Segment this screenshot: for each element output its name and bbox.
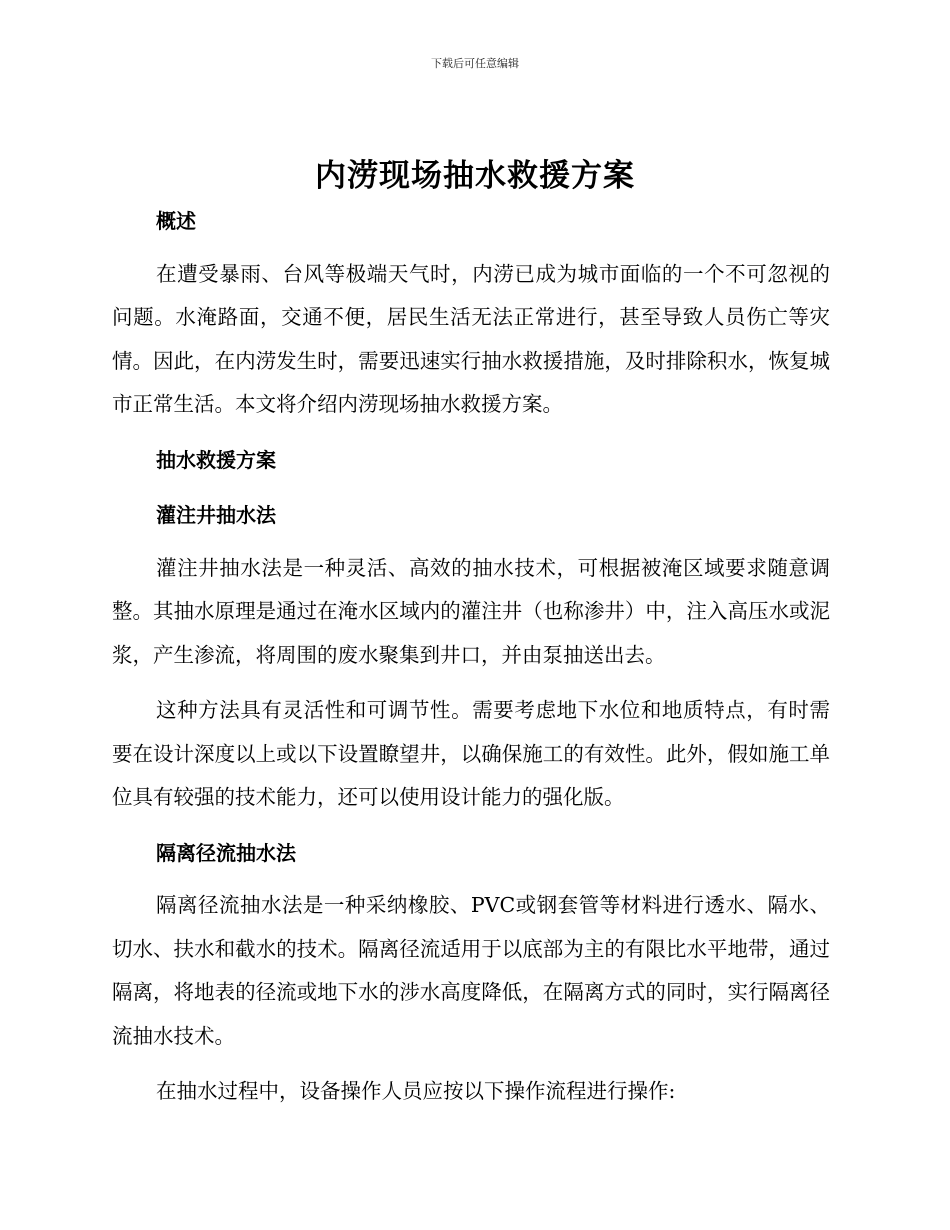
- page-header: 下载后可任意编辑: [431, 57, 519, 70]
- paragraph-method2-2: 在抽水过程中，设备操作人员应按以下操作流程进行操作:: [156, 1079, 676, 1103]
- paragraph-method1-1: 灌注井抽水法是一种灵活、高效的抽水技术，可根据被淹区域要求随意调整。其抽水原理是通过在淹水区域内的灌注井（也称渗井）中，注入高压水或泥浆，产生渗流，将周围的废水聚集到井口，并由泵抽送出去。: [112, 555, 830, 667]
- document-title: 内涝现场抽水救援方案: [315, 158, 635, 194]
- section-heading-overview: 概述: [156, 209, 196, 233]
- paragraph-method2-1: 隔离径流抽水法是一种采纳橡胶、PVC或钢套管等材料进行透水、隔水、切水、扶水和截水的技术。隔离径流适用于以底部为主的有限比水平地带，通过隔离，将地表的径流或地下水的涉水高度降低，在隔离方式的同时，实行隔离径流抽水技术。: [112, 893, 830, 1048]
- section-heading-method2: 隔离径流抽水法: [156, 840, 296, 865]
- paragraph-overview: 在遭受暴雨、台风等极端天气时，内涝已成为城市面临的一个不可忽视的问题。水淹路面，交通不便，居民生活无法正常进行，甚至导致人员伤亡等灾情。因此，在内涝发生时，需要迅速实行抽水救援措施，及时排除积水，恢复城市正常生活。本文将介绍内涝现场抽水救援方案。: [112, 261, 830, 416]
- document-body: [112, 200, 830, 1114]
- section-heading-method1: 灌注井抽水法: [156, 503, 276, 527]
- paragraph-method1-2: 这种方法具有灵活性和可调节性。需要考虑地下水位和地质特点，有时需要在设计深度以上或以下设置瞭望井，以确保施工的有效性。此外，假如施工单位具有较强的技术能力，还可以使用设计能力的强化版。: [112, 698, 830, 809]
- section-heading-plan: 抽水救援方案: [156, 447, 276, 472]
